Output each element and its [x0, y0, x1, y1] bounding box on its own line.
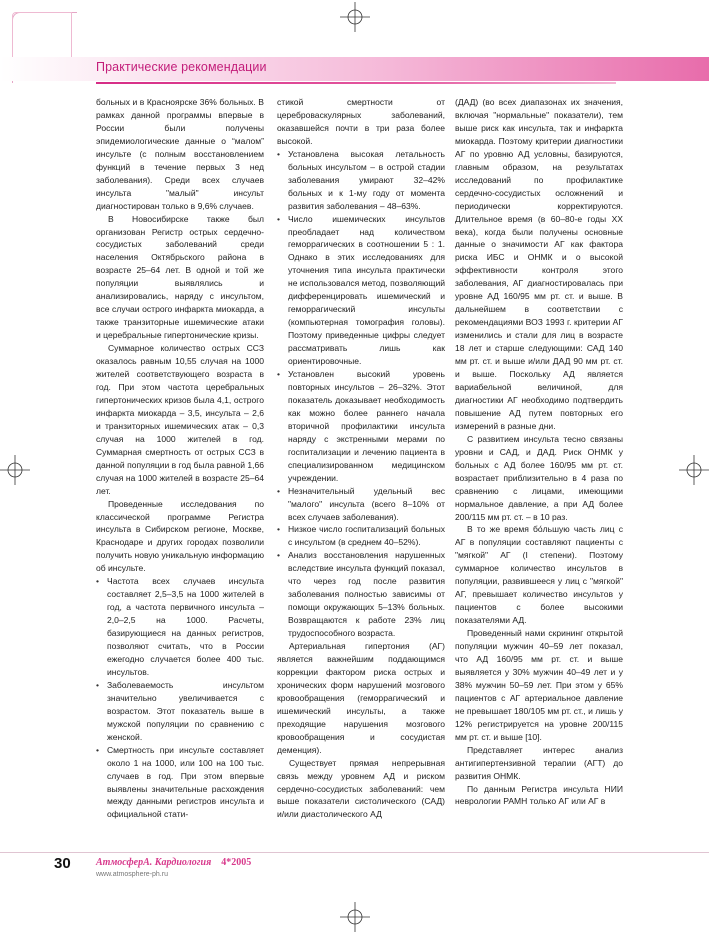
- paragraph: С развитием инсульта тесно связаны уровни и САД, и ДАД. Риск ОНМК у больных с АД более 160/95 мм рт. ст. возрастает приблизительно в 4 раза по сравнению с лицами, имеющими нормальное давление, а при АД более 200/115 мм рт. ст. – в 10 раз.: [455, 433, 623, 522]
- journal-issue: 4*2005: [221, 857, 252, 868]
- journal-url: www.atmosphere-ph.ru: [96, 871, 168, 878]
- registration-mark-left: [0, 455, 30, 485]
- paragraph: больных и в Красноярске 36% больных. В рамках данной программы впервые в России были получены эпидемиологические данные о “малом” инсульте (с полным восстановлением функций в течение первых 3 нед заболевания). Среди всех случаев инсульта "малый" инсульт диагностирован только в 9,6% случаев.: [96, 97, 264, 211]
- paragraph: Представляет интерес анализ антигипертензивной терапии (АГТ) до развития ОНМК.: [455, 744, 623, 781]
- paragraph: стикой смертности от цереброваскулярных заболеваний, оказавшейся почти в три раза более высокой.: [277, 97, 445, 146]
- journal-title: АтмосферА. Кардиология: [96, 857, 212, 868]
- paragraph: В то же время бо́льшую часть лиц с АГ в популяции составляют пациенты с "мягкой" АГ (I степени). Поэтому суммарное количество инсультов в популяции, развившееся у лиц с "мягкой" АГ, превышает количество инсультов у пациентов с более высокими показателями АД.: [455, 524, 623, 626]
- page-number: 30: [54, 855, 71, 872]
- list-item: • Частота всех случаев инсульта составляет 2,5–3,5 на 1000 жителей в год, а частота первичного инсульта – 2,0–2,5 на 1000. Расчеты, базирующиеся на данных регистров, позволяют считать, что в России ежегодно случается более 400 тыс. инсультов.: [96, 575, 264, 679]
- list-item: • Анализ восстановления нарушенных вследствие инсульта функций показал, что через год после развития заболевания полностью зависимы от помощи окружающих 5–13% больных. Возвращаются к работе 23% лиц трудоспособного возраста.: [277, 549, 445, 640]
- text-column-2: [277, 96, 445, 821]
- paragraph: В Новосибирске также был организован Регистр острых сердечно-сосудистых заболеваний среди населения Октябрьского района в возрасте 25–64 лет. В одной и той же популяции выявлялись и анализировались, наряду с инсультом, все случаи острого инфаркта миокарда, а также транзиторные ишемические атаки и церебральные гипертонические кризы.: [96, 213, 264, 341]
- bullet-list: [277, 148, 445, 640]
- list-item: • Низкое число госпитализаций больных с инсультом (в среднем 40–52%).: [277, 523, 445, 549]
- list-item: • Заболеваемость инсультом значительно увеличивается с возрастом. Этот показатель выше в мужской популяции по сравнению с женской.: [96, 679, 264, 744]
- paragraph: Артериальная гипертония (АГ) является важнейшим поддающимся коррекции фактором риска острых и хронических форм нарушений мозгового кровообращения (геморрагический и ишемический инсульты, а также преходящие нарушения мозгового кровообращения и сосудистая деменция).: [277, 641, 445, 755]
- list-item: • Незначительный удельный вес "малого" инсульта (всего 8–10% от всех случаев заболевания).: [277, 485, 445, 524]
- paragraph: Проведенный нами скрининг открытой популяции мужчин 40–59 лет показал, что АД 160/95 мм рт. ст. и выше выявляется у 30% мужчин 40–49 лет и у 38% мужчин 50–59 лет. При этом у 65% пациентов с АГ артериальное давление не превышает 180/105 мм рт. ст., и лишь у 12% регистрируется на уровне 200/115 мм рт. ст. и выше [10].: [455, 628, 623, 742]
- list-item: • Установлена высокая летальность больных инсультом – в острой стадии заболевания умирают 32–42% больных и к 1-му году от момента развития заболевания – 48–63%.: [277, 148, 445, 213]
- list-item: • Смертность при инсульте составляет около 1 на 1000, или 100 на 100 тыс. случаев в год. При этом впервые выявлены значительные расхождения между данными регистров инсульта и официальной стати-: [96, 744, 264, 822]
- section-title: Практические рекомендации: [96, 60, 267, 74]
- footer-rule: [0, 852, 709, 853]
- paragraph: Проведенные исследования по классической программе Регистра инсульта в Сибирском регионе, Москве, Краснодаре и других городах позволили получить новую уникальную информацию об инсульте.: [96, 498, 264, 574]
- text-column-1: [96, 96, 264, 821]
- paragraph: Суммарное количество острых ССЗ оказалось равным 10,55 случая на 1000 жителей соответствующего возраста в год. При этом частота церебральных гипертонических кризов была 4,1, острого инфаркта миокарда – 3,5, инсульта – 2,6 и транзиторных ишемических атак – 0,3 случая на 1000 жителей в год. Суммарная смертность от острых ССЗ в данной популяции в год была равной 1,66 случая на 1000 жителей в возрасте 25–64 лет.: [96, 343, 264, 496]
- journal-name: [96, 857, 251, 868]
- paragraph: Существует прямая непрерывная связь между уровнем АД и риском сердечно-сосудистых заболеваний: чем выше показатели систолического (САД) и/или диастолического АД: [277, 757, 445, 820]
- paragraph: По данным Регистра инсульта НИИ неврологии РАМН только АГ или АГ в: [455, 783, 623, 807]
- list-item: • Установлен высокий уровень повторных инсультов – 26–32%. Этот показатель доказывает необходимость как можно более раннего начала вторичной профилактики инсульта наряду с экстренными мерами по госпитализации и лечению пациента в специализированном медицинском учреждении.: [277, 368, 445, 485]
- bullet-list: [96, 575, 264, 821]
- registration-mark-right: [679, 455, 709, 485]
- registration-mark-top: [340, 2, 370, 32]
- paragraph: (ДАД) (во всех диапазонах их значения, включая "нормальные" показатели), тем выше риск как инсульта, так и инфаркта миокарда. Поэтому критерии диагностики АГ по уровню АД условны, базируются, главным образом, на результатах исследований по профилактике сердечно-сосудистых осложнений и периодически корректируются. Длительное время (в 60–80-е годы ХХ века), когда были получены основные данные о значимости АГ как фактора риска ИБС и ОНМК и о высокой эффективности контроля этого заболевания, АГ диагностировалась при уровне АД 160/95 мм рт. ст. и выше. В дальнейшем в соответствии с рекомендациями ВОЗ 1993 г. критерии АГ изменились и стали для лиц в возрасте 18 лет и старше следующими: САД 140 мм рт. ст. и выше и/или ДАД 90 мм рт. ст. и выше. Поскольку АД является вариабельной величиной, для диагностики АГ необходимо подтвердить повышение АД путем повторных его измерений в разные дни.: [455, 97, 623, 431]
- section-rule: [96, 82, 616, 84]
- registration-mark-bottom: [340, 902, 370, 932]
- text-column-3: [455, 96, 623, 808]
- list-item: • Число ишемических инсультов преобладает над количеством геморрагических в соотношении 5 : 1. Однако в этих исследованиях для уточнения типа инсульта практически не использовался метод, позволяющий дифференцировать ишемический и геморрагический инсульты (компьютерная томография головы). Поэтому приведенные цифры следует рассматривать лишь как ориентировочные.: [277, 213, 445, 368]
